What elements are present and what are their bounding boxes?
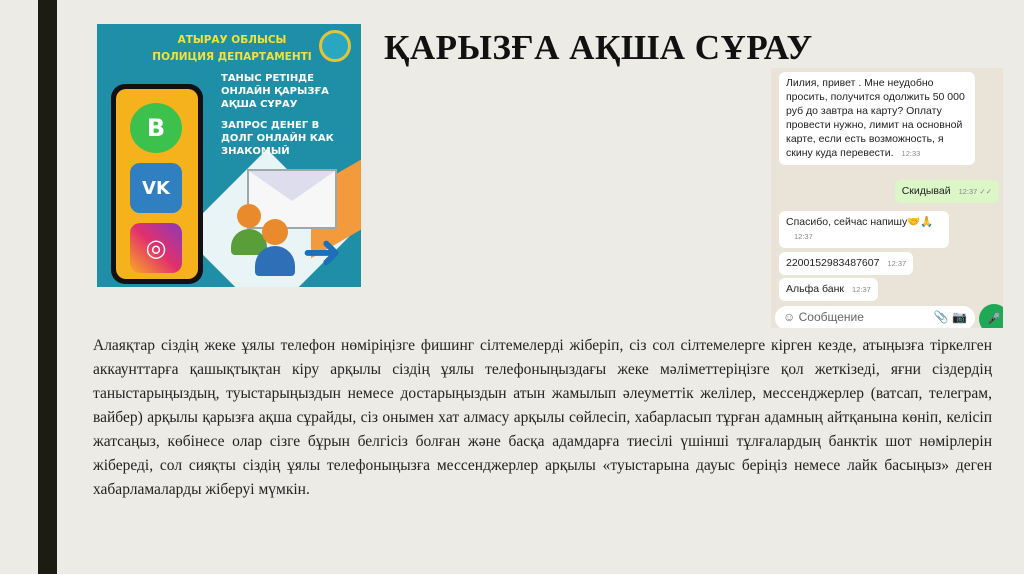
poster-header: АТЫРАУ ОБЛЫСЫ ПОЛИЦИЯ ДЕПАРТАМЕНТІ — [152, 34, 312, 63]
person-icon — [262, 219, 288, 245]
chat-message: Альфа банк 12:37 — [779, 278, 878, 301]
mic-icon: 🎤 — [979, 304, 1003, 328]
poster-kazakh-text: ТАНЫС РЕТІНДЕ ОНЛАЙН ҚАРЫЗҒА АҚША СҰРАУ — [221, 73, 329, 110]
chat-message: 2200152983487607 12:37 — [779, 252, 913, 275]
arrow-icon: ➜ — [302, 224, 343, 280]
emoji-icon: ☺ — [783, 310, 796, 324]
whatsapp-business-icon: B — [130, 103, 182, 153]
person-icon — [237, 204, 261, 228]
chat-message-outgoing: Скидывай 12:37 ✓✓ — [895, 180, 999, 203]
body-paragraph: Алаяқтар сіздің жеке ұялы телефон нөміріңізге фишинг сілтемелерді жіберіп, сіз сол сілтемелерге кірген кезде, атыңызға тіркелген аккаунттарға қашықтықтан кіру арқылы сіздің ұялы телефоныңыздағы жеке мәліметтеріңізге қол жеткізеді, яғни сіздердің таныстарыңыздың, туыстарыңыздын немесе достарыңыздын атын жамылып әлеуметтік желілер, мессенджерлер (ватсап, телеграм, вайбер) арқылы қарызға ақша сұрайды, сіз онымен хат алмасу арқылы сөйлесіп, хабарласып тұрған адамның айтқанына көніп, келісіп жатсаңыз, көбінесе олар сізге бұрын белгісіз болған және басқа адамдарға тиесілі үшінші тұлғалардың банктік шот нөмірлерін жібереді, сол сияқты сіздің ұялы телефоныңызға мессенджерлер арқылы «туыстарына дауыс беріңіз немесе лайк басыңыз» деген хабарламаларды жіберуі мүмкін. — [93, 337, 992, 498]
chat-message: Спасибо, сейчас напишу🤝🙏12:37 — [779, 211, 949, 248]
poster-russian-text: ЗАПРОС ДЕНЕГ В ДОЛГ ОНЛАЙН КАК ЗНАКОМЫЙ — [221, 120, 334, 157]
envelope-icon — [247, 169, 337, 229]
chat-screenshot — [771, 68, 1003, 328]
phone-illustration — [111, 84, 203, 284]
chat-message: Лилия, привет . Мне неудобно просить, получится одолжить 50 000 руб до завтра на карту? Оплату провести нужно, лимит на основной карте, если есть возможность, я скину куда перевести. 12:33 — [779, 72, 975, 165]
vk-icon: VK — [130, 163, 182, 213]
attach-camera-icons: 📎 📷 — [933, 310, 967, 324]
message-input: ☺ Сообщение 📎 📷 — [775, 306, 975, 328]
instagram-icon: ◎ — [130, 223, 182, 273]
emblem-icon — [319, 30, 351, 62]
police-poster-image — [97, 24, 361, 287]
slide-title: ҚАРЫЗҒА АҚША СҰРАУ — [384, 28, 813, 67]
decorative-bar — [38, 0, 57, 574]
